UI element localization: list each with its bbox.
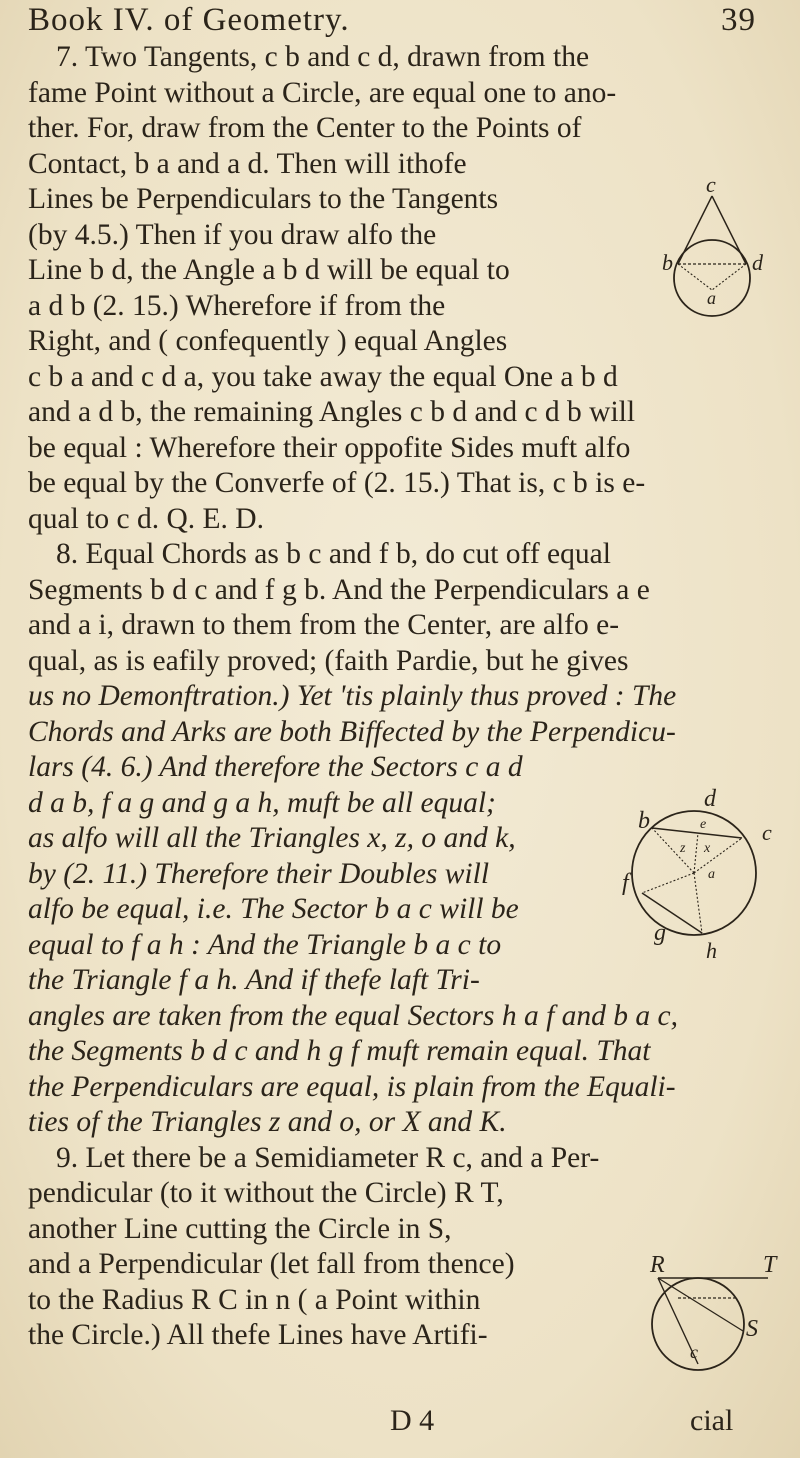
label-h: h — [706, 938, 717, 963]
text-line: lars (4. 6.) And therefore the Sectors c a d — [28, 751, 523, 783]
text-line: us no Demonftration.) Yet 'tis plainly thus proved : The — [28, 680, 677, 712]
text-line: Right, and ( confequently ) equal Angles — [28, 325, 508, 357]
text-line: be equal : Wherefore their oppofite Sides muft alfo — [28, 431, 631, 464]
label-e: e — [700, 817, 707, 832]
label-a: a — [707, 288, 716, 308]
text-line: as alfo will all the Triangles x, z, o and k, — [28, 822, 516, 854]
header-title: Book IV. of Geometry. — [28, 2, 350, 38]
text-line: be equal by the Converfe of (2. 15.) That is, c b is e- — [28, 467, 646, 499]
text-line: Lines be Perpendiculars to the Tangents — [28, 183, 499, 215]
text-line: the Triangle f a h. And if thefe laft Tri- — [28, 964, 480, 996]
text-line: the Segments b d c and h g f muft remain equal. That — [28, 1035, 651, 1067]
catchword: cial — [690, 1404, 734, 1437]
label-S: S — [746, 1316, 758, 1342]
label-c: c — [762, 820, 772, 845]
text-line: fame Point without a Circle, are equal one to ano- — [28, 76, 617, 109]
text-line: Contact, b a and a d. Then will ithofe — [28, 147, 467, 180]
label-z: z — [680, 841, 686, 856]
label-T: T — [763, 1252, 777, 1278]
label-d: d — [752, 250, 763, 275]
text-line: and a d b, the remaining Angles c b d and c d b will — [28, 396, 636, 428]
text-line: angles are taken from the equal Sectors h a f and b a c, — [28, 999, 678, 1032]
text-line: and a i, drawn to them from the Center, are alfo e- — [28, 609, 620, 641]
figure-tangents — [650, 178, 785, 328]
text-line: d a b, f a g and g a h, muft be all equal; — [28, 786, 496, 819]
text-line: the Circle.) All thefe Lines have Artifi- — [28, 1319, 488, 1351]
label-b: b — [638, 808, 650, 834]
figure-semidiameter — [628, 1236, 788, 1396]
label-a: a — [708, 867, 715, 882]
label-f: f — [622, 870, 629, 896]
figure-chords — [612, 778, 782, 968]
text-line: a d b (2. 15.) Wherefore if from the — [28, 289, 446, 322]
label-c: c — [690, 1342, 698, 1362]
label-g: g — [654, 920, 666, 946]
label-c: c — [706, 178, 716, 197]
text-line: and a Perpendicular (let fall from thence) — [28, 1248, 515, 1280]
text-line: to the Radius R C in n ( a Point within — [28, 1283, 481, 1316]
text-line: c b a and c d a, you take away the equal One a b d — [28, 360, 618, 393]
text-line: alfo be equal, i.e. The Sector b a c will be — [28, 893, 519, 925]
text-line: the Perpendiculars are equal, is plain from the Equali- — [28, 1070, 676, 1103]
text-line: Chords and Arks are both Biffected by the Perpendicu- — [28, 715, 676, 748]
label-b: b — [662, 250, 673, 275]
text-line: qual, as is eafily proved; (faith Pardie, but he gives — [28, 644, 629, 677]
text-line: 7. Two Tangents, c b and c d, drawn from the — [56, 41, 590, 73]
text-line: another Line cutting the Circle in S, — [28, 1212, 452, 1245]
text-line: pendicular (to it without the Circle) R T, — [28, 1177, 504, 1209]
text-line: 8. Equal Chords as b c and f b, do cut off equal — [56, 538, 611, 570]
page-number: 39 — [721, 2, 756, 38]
text-line: 9. Let there be a Semidiameter R c, and a Per- — [56, 1141, 600, 1174]
label-x: x — [704, 841, 711, 856]
label-R: R — [650, 1252, 665, 1278]
text-line: equal to f a h : And the Triangle b a c to — [28, 928, 502, 961]
text-line: Line b d, the Angle a b d will be equal to — [28, 254, 510, 286]
text-line: ther. For, draw from the Center to the Points of — [28, 112, 582, 144]
text-line: qual to c d. Q. E. D. — [28, 502, 264, 535]
text-line: (by 4.5.) Then if you draw alfo the — [28, 218, 437, 251]
text-line: ties of the Triangles z and o, or X and K. — [28, 1106, 507, 1138]
text-line: by (2. 11.) Therefore their Doubles will — [28, 857, 490, 890]
text-line: Segments b d c and f g b. And the Perpendiculars a e — [28, 573, 650, 606]
label-d: d — [704, 786, 716, 812]
signature-mark: D 4 — [390, 1404, 435, 1437]
